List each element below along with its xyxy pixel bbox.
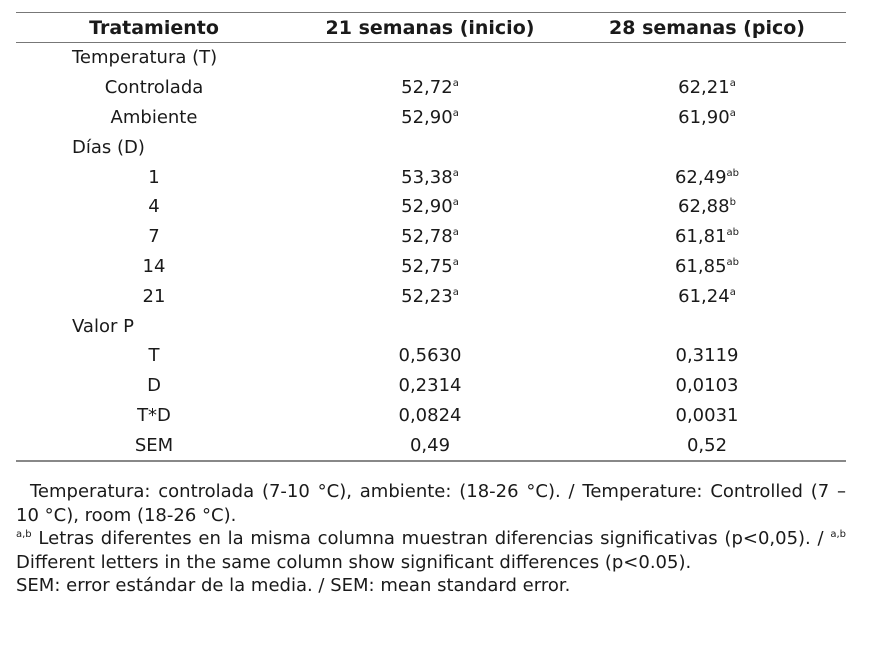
cell-value: 0,5630 bbox=[398, 345, 462, 367]
row-label: 1 bbox=[148, 166, 160, 188]
table-group-row bbox=[16, 43, 846, 73]
cell-superscript: a bbox=[452, 197, 459, 209]
table-notes bbox=[16, 480, 846, 598]
note-sig-es: Letras diferentes en la misma columna muestran diferencias significativas (p<0,05). / bbox=[31, 528, 831, 549]
value-28-weeks bbox=[568, 226, 846, 247]
value-21-weeks bbox=[292, 167, 568, 188]
table-row bbox=[16, 252, 846, 282]
cell-superscript: a bbox=[452, 227, 459, 239]
table-row bbox=[16, 162, 846, 192]
row-label: 7 bbox=[148, 226, 160, 248]
cell-value: 52,72 bbox=[401, 77, 453, 99]
cell-value: 0,0824 bbox=[398, 404, 462, 426]
table-row bbox=[16, 341, 846, 371]
cell-superscript: a bbox=[729, 78, 736, 90]
value-21-weeks bbox=[292, 375, 568, 396]
cell-superscript: a bbox=[729, 286, 736, 298]
note-temperature: Temperatura: controlada (7-10 °C), ambiente: (18-26 °C). / Temperature: Controlled (7 – 10 °C), room (18-26 °C). bbox=[16, 481, 846, 526]
cell-superscript: a bbox=[452, 256, 459, 268]
cell-value: 61,24 bbox=[678, 285, 730, 307]
cell-superscript: b bbox=[729, 197, 736, 209]
cell-value: 62,88 bbox=[678, 196, 730, 218]
value-28-weeks bbox=[568, 405, 846, 426]
header-week-28: 28 semanas (pico) bbox=[609, 16, 805, 39]
table-row bbox=[16, 401, 846, 431]
cell-value: 52,78 bbox=[401, 226, 453, 248]
cell-value: 0,0031 bbox=[675, 404, 739, 426]
cell-value: 53,38 bbox=[401, 166, 453, 188]
note-significance bbox=[16, 527, 846, 574]
note-sig-en: Different letters in the same column show significant differences (p<0.05). bbox=[16, 551, 692, 573]
value-21-weeks bbox=[292, 226, 568, 247]
cell-value: 52,90 bbox=[401, 196, 453, 218]
value-21-weeks bbox=[292, 286, 568, 307]
table-row bbox=[16, 192, 846, 222]
value-21-weeks bbox=[292, 405, 568, 426]
value-28-weeks bbox=[568, 375, 846, 396]
table-body bbox=[16, 43, 846, 460]
table-row bbox=[16, 222, 846, 252]
row-label: Ambiente bbox=[110, 106, 198, 128]
cell-value: 52,75 bbox=[401, 255, 453, 277]
value-28-weeks bbox=[568, 77, 846, 98]
table-header-row bbox=[16, 13, 846, 43]
row-label: T bbox=[148, 345, 160, 367]
note-sup-es: a,b bbox=[16, 529, 32, 540]
cell-superscript: ab bbox=[726, 227, 739, 239]
table-row bbox=[16, 103, 846, 133]
value-28-weeks bbox=[568, 286, 846, 307]
note-sup-en: a,b bbox=[830, 529, 846, 540]
value-28-weeks bbox=[568, 107, 846, 128]
row-label: D bbox=[147, 375, 161, 397]
cell-superscript: a bbox=[729, 107, 736, 119]
row-label: Días (D) bbox=[72, 136, 145, 158]
table-group-row bbox=[16, 311, 846, 341]
cell-superscript: a bbox=[452, 78, 459, 90]
value-21-weeks bbox=[292, 107, 568, 128]
row-label: 14 bbox=[142, 255, 166, 277]
note-sem: SEM: error estándar de la media. / SEM: mean standard error. bbox=[16, 575, 571, 596]
cell-value: 61,81 bbox=[674, 226, 727, 248]
row-label: 21 bbox=[142, 285, 166, 307]
table-group-row bbox=[16, 132, 846, 162]
cell-value: 0,49 bbox=[409, 434, 451, 456]
cell-value: 62,49 bbox=[674, 166, 727, 188]
value-21-weeks bbox=[292, 345, 568, 366]
value-28-weeks bbox=[568, 256, 846, 277]
table-row bbox=[16, 430, 846, 460]
value-21-weeks bbox=[292, 256, 568, 277]
cell-superscript: ab bbox=[726, 256, 739, 268]
row-label: Controlada bbox=[104, 77, 204, 99]
value-28-weeks bbox=[568, 167, 846, 188]
cell-value: 0,3119 bbox=[675, 345, 739, 367]
value-28-weeks bbox=[568, 345, 846, 366]
value-21-weeks bbox=[292, 435, 568, 456]
cell-superscript: a bbox=[452, 167, 459, 179]
row-label: 4 bbox=[148, 196, 160, 218]
results-table bbox=[16, 12, 846, 462]
table-row bbox=[16, 371, 846, 401]
cell-value: 61,90 bbox=[678, 106, 730, 128]
cell-superscript: ab bbox=[726, 167, 739, 179]
value-28-weeks bbox=[568, 196, 846, 217]
cell-value: 52,23 bbox=[401, 285, 453, 307]
header-treatment: Tratamiento bbox=[89, 16, 219, 39]
cell-value: 62,21 bbox=[678, 77, 730, 99]
cell-value: 52,90 bbox=[401, 106, 453, 128]
cell-value: 0,52 bbox=[686, 434, 728, 456]
row-label: Valor P bbox=[72, 315, 134, 337]
cell-value: 0,0103 bbox=[675, 375, 739, 397]
row-label: Temperatura (T) bbox=[72, 47, 218, 69]
value-21-weeks bbox=[292, 77, 568, 98]
cell-superscript: a bbox=[452, 107, 459, 119]
cell-value: 0,2314 bbox=[398, 375, 462, 397]
row-label: SEM bbox=[134, 434, 174, 456]
table-row bbox=[16, 281, 846, 311]
cell-value: 61,85 bbox=[674, 255, 727, 277]
value-28-weeks bbox=[568, 435, 846, 456]
row-label: T*D bbox=[137, 404, 171, 426]
cell-superscript: a bbox=[452, 286, 459, 298]
table-row bbox=[16, 73, 846, 103]
value-21-weeks bbox=[292, 196, 568, 217]
header-week-21: 21 semanas (inicio) bbox=[325, 16, 535, 39]
